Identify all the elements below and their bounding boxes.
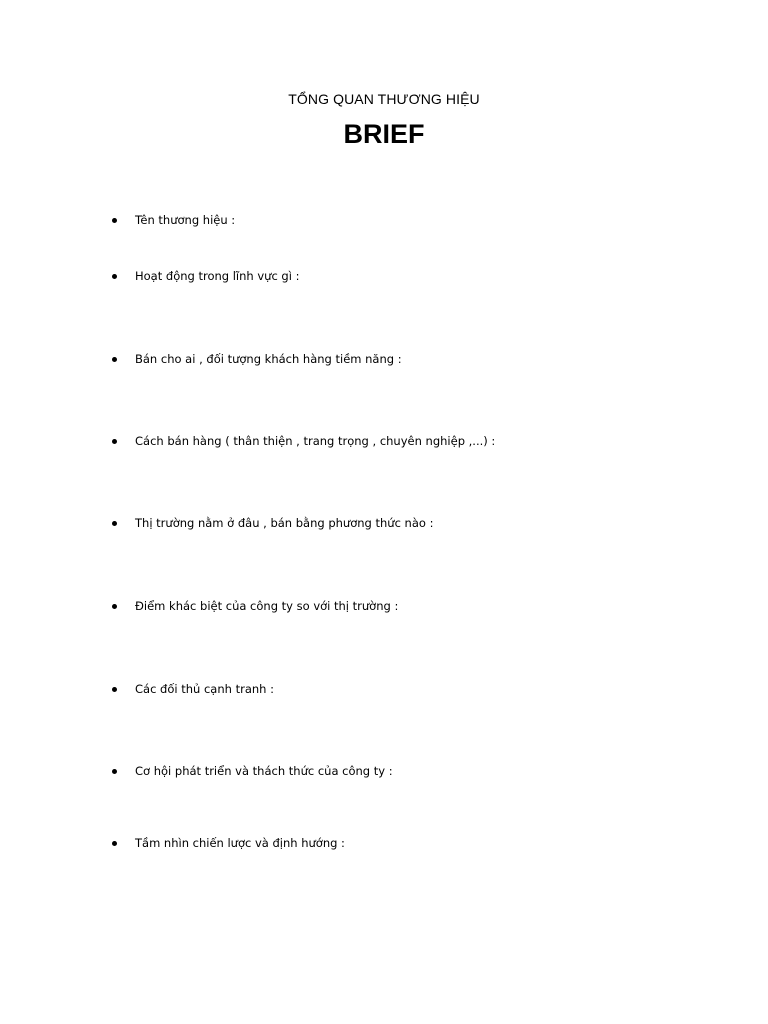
list-item-label: Cách bán hàng ( thân thiện , trang trọng , chuyên nghiệp ,...) : bbox=[135, 434, 496, 448]
list-item-label: Hoạt động trong lĩnh vực gì : bbox=[135, 269, 300, 283]
bullet-icon bbox=[112, 769, 117, 774]
list-item bbox=[112, 514, 433, 532]
list-item bbox=[112, 432, 495, 450]
list-item bbox=[112, 350, 402, 368]
list-item-label: Bán cho ai , đối tượng khách hàng tiềm năng : bbox=[135, 352, 402, 366]
bullet-icon bbox=[112, 687, 117, 692]
list-item bbox=[112, 267, 299, 285]
list-item-label: Điểm khác biệt của công ty so với thị trường : bbox=[135, 599, 399, 613]
list-item-label: Các đối thủ cạnh tranh : bbox=[135, 682, 274, 696]
list-item bbox=[112, 762, 393, 780]
list-item bbox=[112, 834, 345, 852]
bullet-icon bbox=[112, 604, 117, 609]
document-subtitle: TỔNG QUAN THƯƠNG HIỆU bbox=[288, 91, 480, 107]
bullet-icon bbox=[112, 218, 117, 223]
list-item bbox=[112, 680, 274, 698]
list-item bbox=[112, 211, 235, 229]
list-item-label: Thị trường nằm ở đâu , bán bằng phương thức nào : bbox=[135, 516, 434, 530]
list-item-label: Tầm nhìn chiến lược và định hướng : bbox=[135, 836, 345, 850]
list-item-label: Cơ hội phát triển và thách thức của công ty : bbox=[135, 764, 393, 778]
bullet-icon bbox=[112, 274, 117, 279]
bullet-icon bbox=[112, 439, 117, 444]
bullet-icon bbox=[112, 841, 117, 846]
list-item bbox=[112, 597, 398, 615]
bullet-icon bbox=[112, 357, 117, 362]
list-item-label: Tên thương hiệu : bbox=[135, 213, 236, 227]
bullet-icon bbox=[112, 521, 117, 526]
document-title: BRIEF bbox=[343, 119, 425, 149]
